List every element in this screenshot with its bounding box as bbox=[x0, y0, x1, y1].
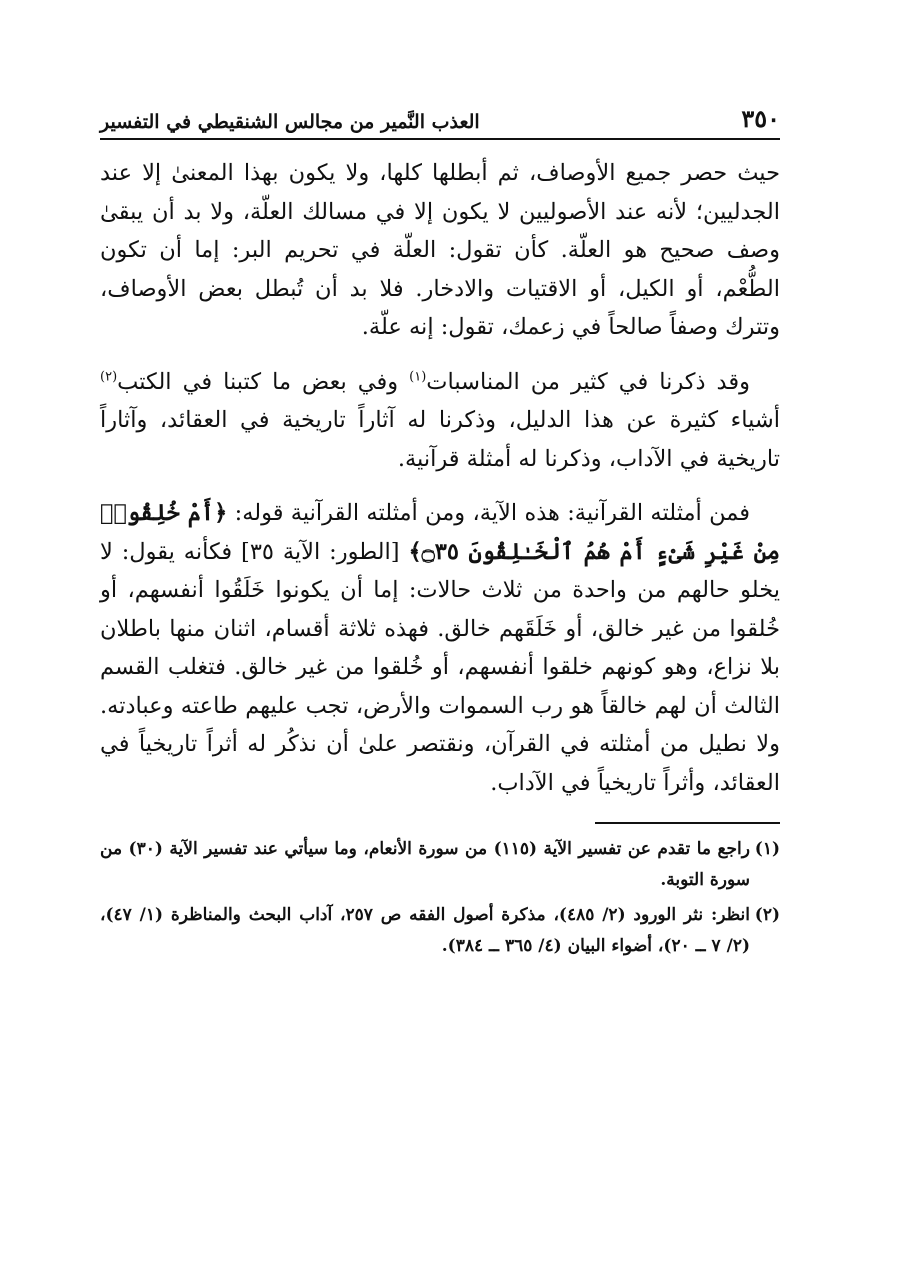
footnote-divider bbox=[595, 822, 780, 824]
footnote-2 bbox=[100, 900, 780, 962]
paragraph-2-part-a: وقد ذكرنا في كثير من المناسبات bbox=[426, 368, 750, 395]
footnotes bbox=[100, 834, 780, 962]
footnote-1-text: راجع ما تقدم عن تفسير الآية (١١٥) من سورة الأنعام، وما سيأتي عند تفسير الآية (٣٠) من سورة التوبة. bbox=[100, 839, 750, 890]
page-header bbox=[100, 90, 780, 140]
body-text bbox=[100, 154, 780, 802]
paragraph-2 bbox=[100, 363, 780, 479]
footnote-2-text: انظر: نثر الورود (٢/ ٤٨٥)، مذكرة أصول الفقه ص ٢٥٧، آداب البحث والمناظرة (١/ ٤٧)، (٢/ ٧ ــ ٢٠)، أضواء البيان (٤/ ٣٦٥ ــ ٣٨٤). bbox=[100, 905, 751, 956]
running-title: العذب النَّمير من مجالس الشنقيطي في التفسير bbox=[100, 111, 480, 134]
footnote-1-number: (١) bbox=[754, 839, 780, 859]
paragraph-1: حيث حصر جميع الأوصاف، ثم أبطلها كلها، ولا يكون بهذا المعنىٰ إلا عند الجدليين؛ لأنه عند الأصوليين لا يكون إلا في مسالك العلّة، ولا بد أن يبقىٰ وصف صحيح هو العلّة. كأن تقول: العلّة في تحريم البر: إما أن تكون الطُّعْم، أو الكيل، أو الاقتيات والادخار. فلا بد أن تُبطل بعض الأوصاف، وتترك وصفاً صالحاً في زعمك، تقول: إنه علّة. bbox=[100, 160, 780, 340]
paragraph-2-part-c: أشياء كثيرة عن هذا الدليل، وذكرنا له آثاراً تاريخية في العقائد، وآثاراً تاريخية في الآداب، وذكرنا له أمثلة قرآنية. bbox=[100, 407, 780, 472]
paragraph-3 bbox=[100, 494, 780, 802]
paragraph-2-part-b: وفي بعض ما كتبنا في الكتب bbox=[117, 368, 410, 395]
paragraph-3-part-a: فمن أمثلته القرآنية: هذه الآية، ومن أمثلته القرآنية قوله: bbox=[227, 500, 750, 526]
paragraph-3-part-b: [الطور: الآية ٣٥] فكأنه يقول: لا يخلو حالهم من واحدة من ثلاث حالات: إما أن يكونوا خَلَقُوا أنفسهم، أو خُلقوا من غير خالق، أو خَلَقَهم خالق. فهذه ثلاثة أقسام، اثنان منها باطلان بلا نزاع، وهو كونهم خلقوا أنفسهم، أو خُلقوا من غير خالق. فتغلب القسم الثالث أن لهم خالقاً هو رب السموات والأرض، تجب عليهم طاعته وعبادته. ولا نطيل من أمثلته في القرآن، ونقتصر علىٰ أن نذكُر له أثراً تاريخياً في العقائد، وأثراً تاريخياً في الآداب. bbox=[100, 538, 781, 796]
quran-verse: ﴿أَمْ خُلِقُوا۟ مِنْ غَيْرِ شَىْءٍ أَمْ هُمُ ٱلْخَـٰلِقُونَ ۝٣٥﴾ bbox=[100, 500, 781, 565]
footnote-ref-1[interactable]: (١) bbox=[409, 369, 427, 384]
footnote-ref-2[interactable]: (٢) bbox=[100, 369, 118, 384]
book-page bbox=[100, 90, 780, 1230]
page-number: ٣٥٠ bbox=[741, 104, 780, 134]
footnote-1 bbox=[100, 834, 780, 896]
footnote-2-number: (٢) bbox=[754, 905, 780, 925]
